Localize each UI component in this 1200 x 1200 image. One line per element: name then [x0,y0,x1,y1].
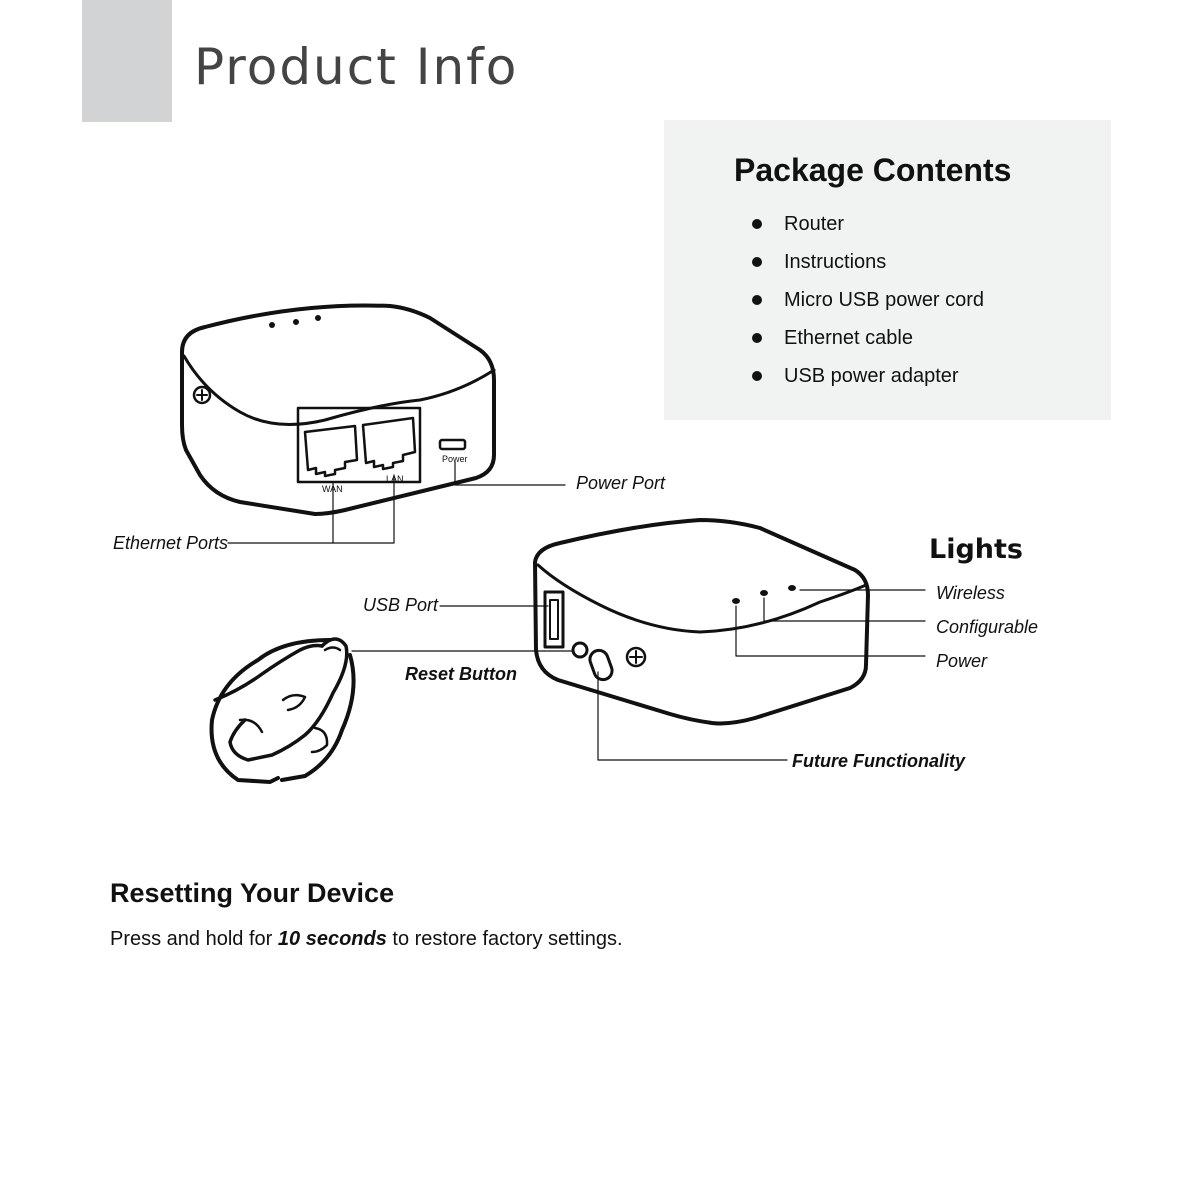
page-title: Product Info [194,38,519,96]
hand-press-icon [212,639,354,782]
list-item-label: Micro USB power cord [784,289,985,311]
led-dot [270,323,275,328]
light-power-label: Power [936,651,988,671]
led-power-dot [733,599,740,604]
package-contents-title: Package Contents [734,152,1012,188]
light-wireless-label: Wireless [936,583,1005,603]
usb-port-label: USB Port [363,595,439,615]
led-dot [316,316,321,321]
list-item-label: Instructions [784,251,887,273]
router-back-view [182,305,494,514]
led-dot [294,320,299,325]
lights-title: Lights [929,534,1023,565]
future-functionality-label: Future Functionality [792,751,965,771]
light-configurable-label: Configurable [936,617,1039,637]
reset-text-emphasis: 10 seconds [277,928,387,950]
led-wireless-dot [789,586,796,591]
lan-label: LAN [386,474,404,484]
wan-label: WAN [322,484,343,494]
router-front-view [535,520,868,723]
power-port-label: Power Port [576,473,666,493]
list-item-label: Ethernet cable [784,327,913,349]
list-item-label: Router [784,213,845,235]
power-small-label: Power [442,454,468,464]
ethernet-ports-label: Ethernet Ports [113,533,229,553]
reset-button-label: Reset Button [405,664,517,684]
reset-text-before: Press and hold for [110,928,273,950]
list-item-label: USB power adapter [784,365,959,387]
reset-section-title: Resetting Your Device [110,878,395,908]
reset-section-text [110,928,623,951]
reset-text-after: to restore factory settings. [392,928,623,950]
led-configurable-dot [761,591,768,596]
router-front-body [535,520,868,723]
